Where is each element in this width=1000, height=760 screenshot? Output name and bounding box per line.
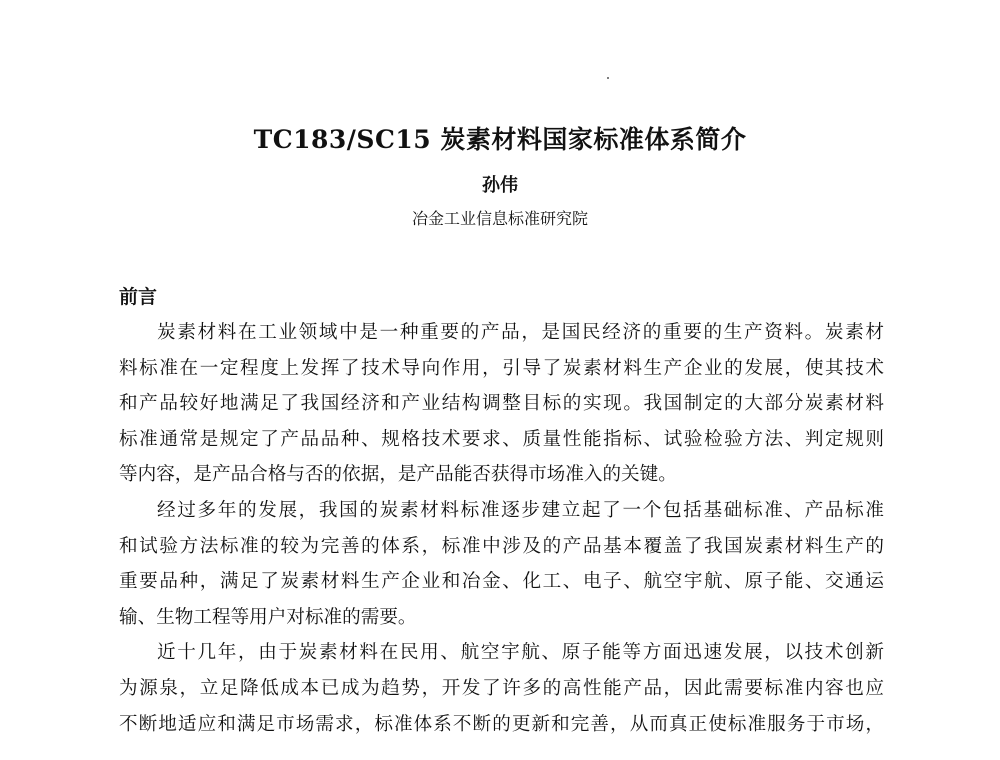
paragraph-line: 重要品种，满足了炭素材料生产企业和冶金、化工、电子、航空宇航、原子能、交通运 bbox=[119, 571, 884, 593]
paragraph-line: 为源泉，立足降低成本已成为趋势，开发了许多的高性能产品，因此需要标准内容也应 bbox=[119, 677, 884, 699]
paragraph-line: 近十几年，由于炭素材料在民用、航空宇航、原子能等方面迅速发展，以技术创新 bbox=[157, 642, 884, 664]
scan-speck bbox=[607, 77, 609, 79]
paragraph-line: 和产品较好地满足了我国经济和产业结构调整目标的实现。我国制定的大部分炭素材料 bbox=[119, 393, 884, 415]
paragraph-line: 标准通常是规定了产品品种、规格技术要求、质量性能指标、试验检验方法、判定规则 bbox=[119, 428, 884, 450]
paragraph-line: 料标准在一定程度上发挥了技术导向作用，引导了炭素材料生产企业的发展，使其技术 bbox=[119, 357, 884, 379]
paragraph-line: 等内容，是产品合格与否的依据，是产品能否获得市场准入的关键。 bbox=[119, 464, 677, 486]
paragraph-line: 和试验方法标准的较为完善的体系，标准中涉及的产品基本覆盖了我国炭素材料生产的 bbox=[119, 535, 884, 557]
author-affiliation: 冶金工业信息标准研究院 bbox=[411, 209, 588, 228]
paragraph-line: 输、生物工程等用户对标准的需要。 bbox=[119, 606, 417, 628]
paragraph-line: 不断地适应和满足市场需求，标准体系不断的更新和完善，从而真正使标准服务于市场， bbox=[119, 713, 884, 735]
section-heading: 前言 bbox=[119, 286, 158, 308]
paragraph-line: 经过多年的发展，我国的炭素材料标准逐步建立起了一个包括基础标准、产品标准 bbox=[157, 499, 884, 521]
paragraph-line: 炭素材料在工业领域中是一种重要的产品，是国民经济的重要的生产资料。炭素材 bbox=[157, 322, 884, 343]
author-name: 孙伟 bbox=[482, 175, 518, 196]
document-title: TC183/SC15 炭素材料国家标准体系简介 bbox=[253, 125, 747, 154]
body-text bbox=[119, 315, 884, 742]
